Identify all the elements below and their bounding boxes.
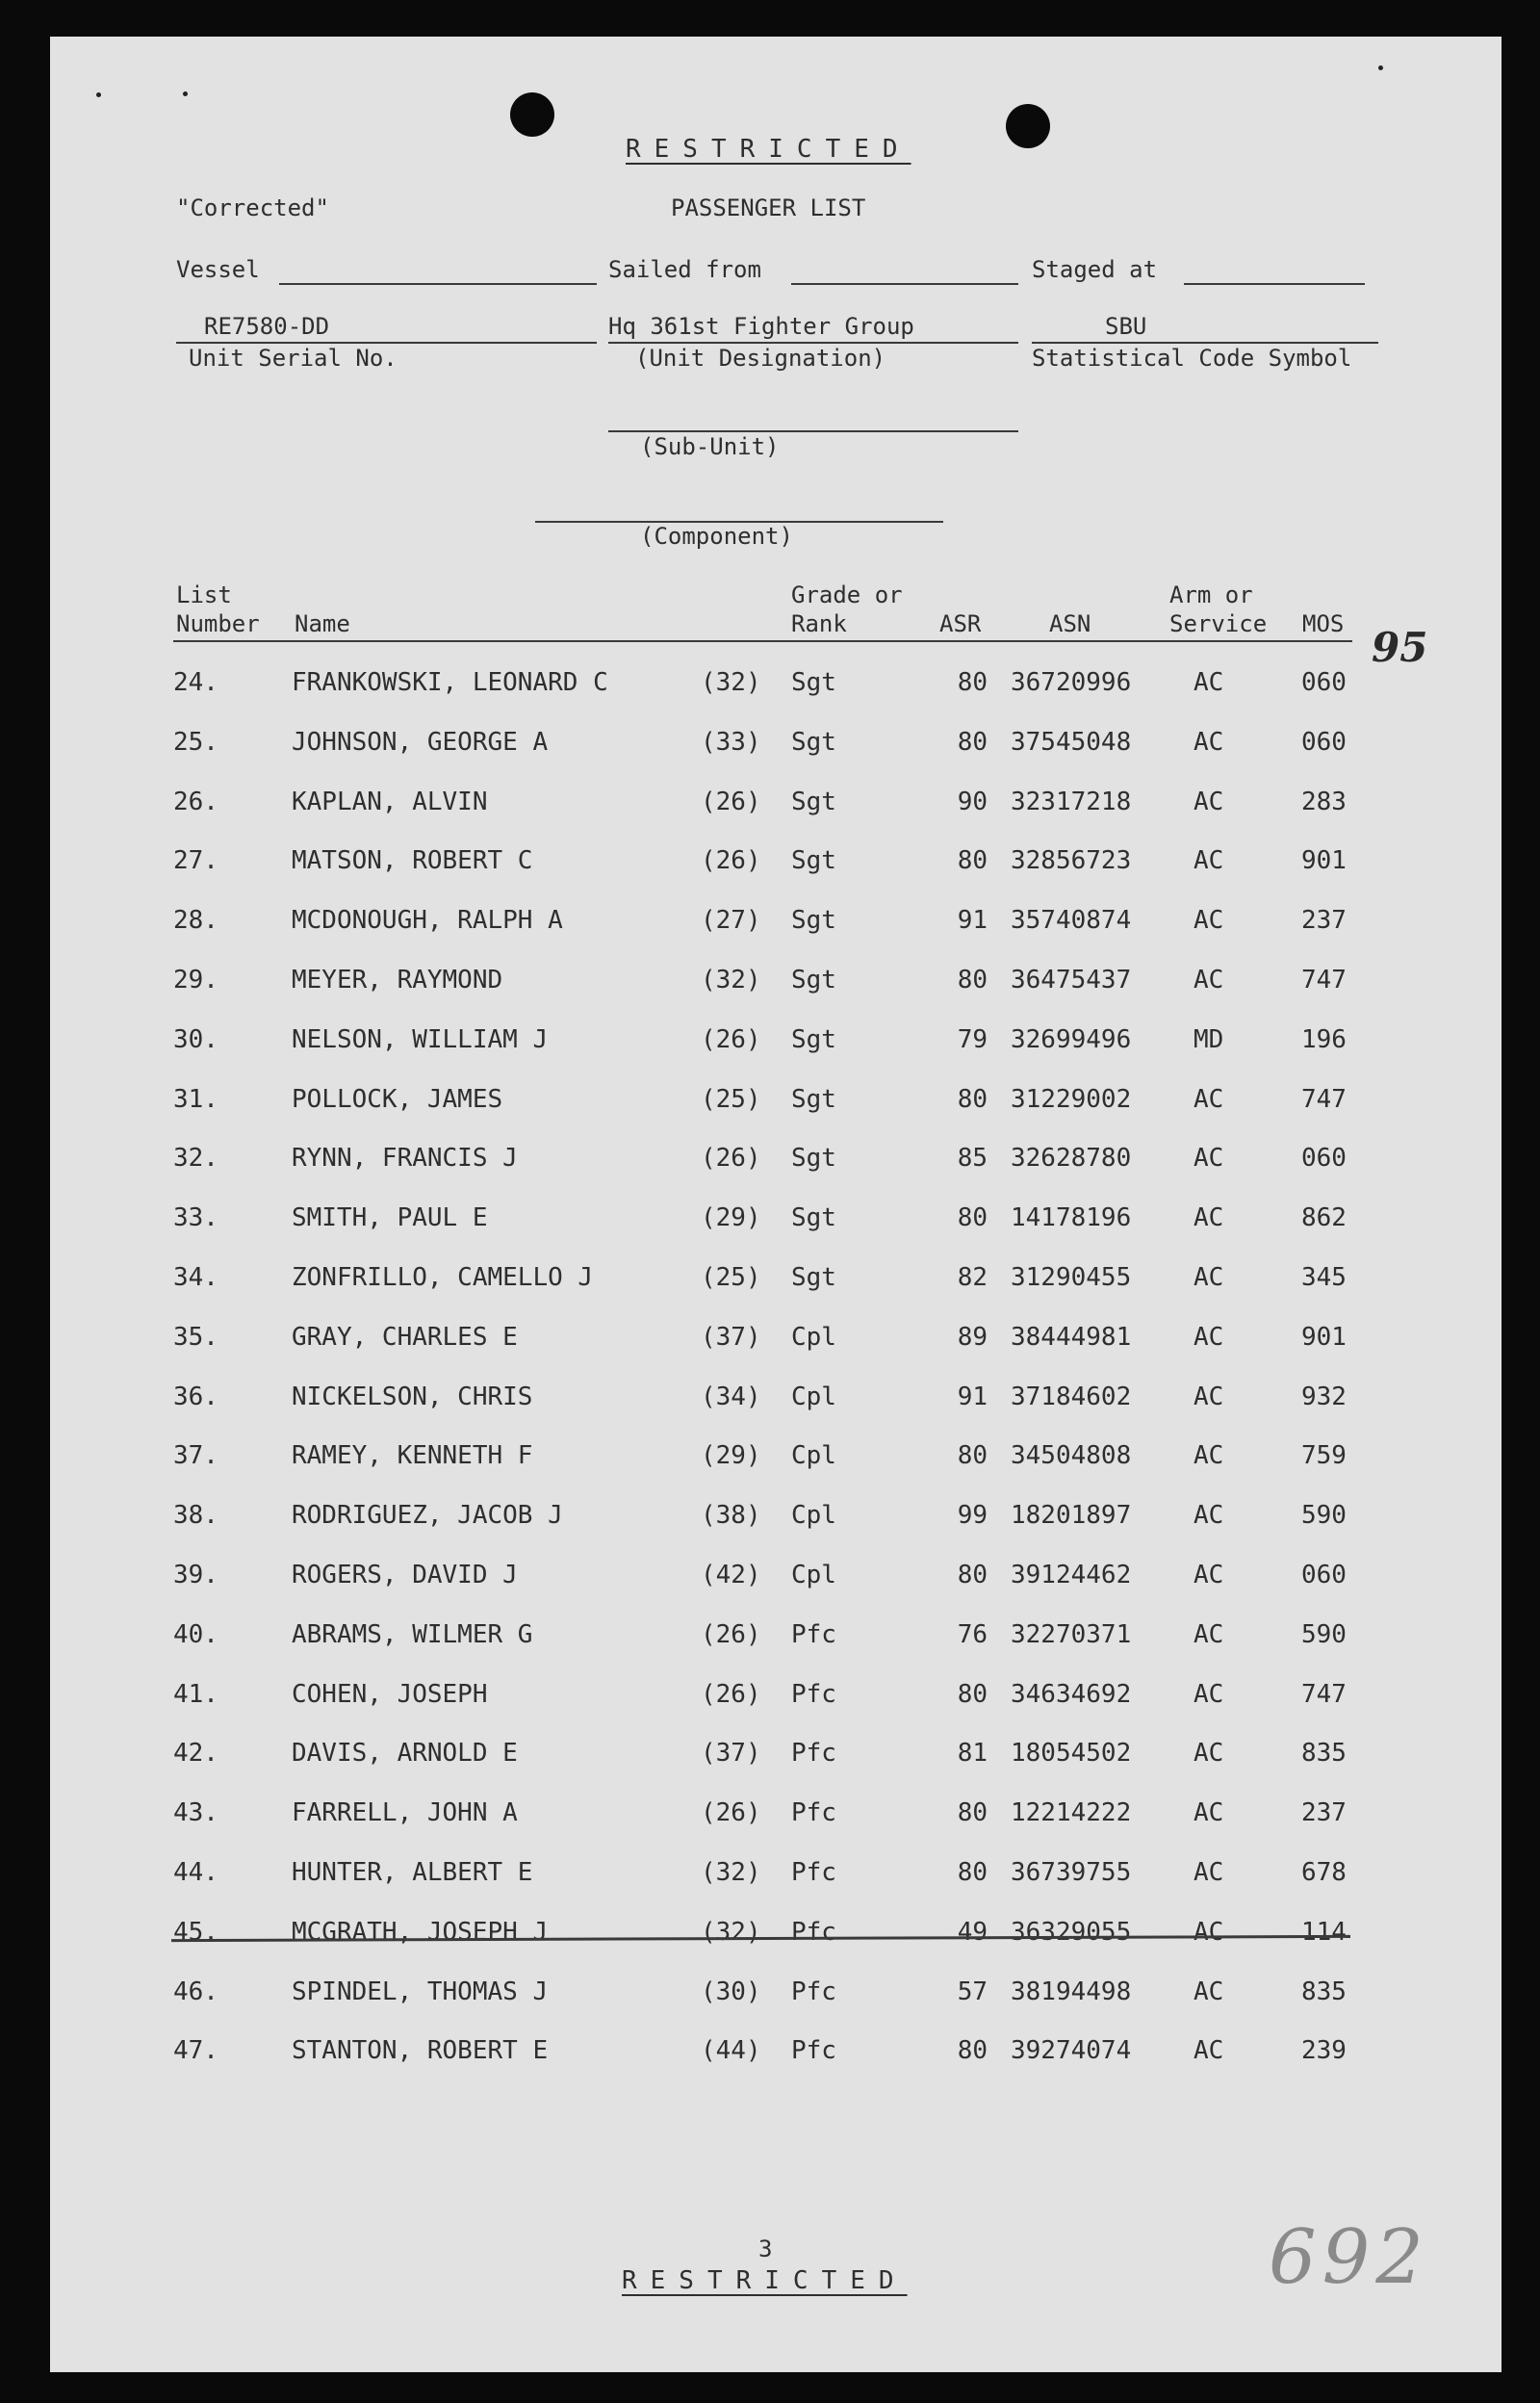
cell-asn: 37545048 [1011,728,1132,757]
cell-grade: Sgt [791,668,836,697]
cell-asr: 80 [957,668,988,697]
cell-asn: 31229002 [1011,1085,1132,1114]
cell-asr: 81 [957,1739,988,1768]
cell-num: 31. [173,1085,218,1114]
cell-asn: 36739755 [1011,1858,1132,1887]
punch-hole-left [510,92,554,137]
cell-asr: 79 [957,1025,988,1054]
cell-num: 38. [173,1501,218,1530]
sub-unit-line [608,430,1018,432]
cell-age: (26) [701,846,761,875]
cell-mos: 060 [1301,1144,1347,1173]
table-row [0,788,1540,826]
cell-asr: 99 [957,1501,988,1530]
table-row [0,846,1540,885]
cell-arm: AC [1194,788,1224,816]
cell-arm: AC [1194,1501,1224,1530]
cell-grade: Sgt [791,906,836,935]
cell-num: 47. [173,2036,218,2065]
cell-num: 45. [173,1918,218,1947]
handwritten-number: 692 [1269,2214,1429,2301]
cell-asn: 36329055 [1011,1918,1132,1947]
cell-age: (32) [701,1858,761,1887]
col-grade-1: Grade or [791,581,903,608]
cell-arm: AC [1194,1441,1224,1470]
unit-serial-value: RE7580-DD [204,313,330,340]
cell-age: (42) [701,1561,761,1589]
cell-grade: Sgt [791,1025,836,1054]
cell-mos: 747 [1301,1085,1347,1114]
table-row [0,1561,1540,1599]
classification-bottom: RESTRICTED [622,2266,908,2295]
cell-name: RODRIGUEZ, JACOB J [292,1501,563,1530]
col-arm-1: Arm or [1169,581,1253,608]
staged-at-line [1184,283,1365,285]
cell-asn: 39274074 [1011,2036,1132,2065]
cell-asn: 32317218 [1011,788,1132,816]
cell-asr: 80 [957,1085,988,1114]
table-row [0,1263,1540,1302]
table-row [0,1977,1540,2016]
cell-age: (38) [701,1501,761,1530]
cell-arm: AC [1194,1680,1224,1709]
cell-mos: 747 [1301,966,1347,995]
col-list-number-2: Number [176,610,260,637]
cell-age: (25) [701,1263,761,1292]
cell-name: JOHNSON, GEORGE A [292,728,549,757]
cell-mos: 114 [1301,1918,1347,1947]
cell-asn: 32270371 [1011,1620,1132,1649]
sailed-from-line [791,283,1018,285]
cell-name: ZONFRILLO, CAMELLO J [292,1263,594,1292]
cell-age: (34) [701,1382,761,1411]
cell-mos: 747 [1301,1680,1347,1709]
cell-mos: 237 [1301,1798,1347,1827]
cell-asr: 80 [957,1441,988,1470]
cell-name: MCDONOUGH, RALPH A [292,906,563,935]
cell-name: DAVIS, ARNOLD E [292,1739,518,1768]
unit-serial-line [176,342,597,344]
cell-name: FARRELL, JOHN A [292,1798,518,1827]
vessel-label: Vessel [176,256,260,283]
component-label: (Component) [640,523,793,550]
table-row [0,1085,1540,1124]
cell-num: 29. [173,966,218,995]
cell-asr: 82 [957,1263,988,1292]
cell-num: 34. [173,1263,218,1292]
cell-asr: 80 [957,1680,988,1709]
staged-at-label: Staged at [1032,256,1158,283]
cell-asn: 38444981 [1011,1323,1132,1352]
cell-name: MCGRATH, JOSEPH J [292,1918,549,1947]
cell-asn: 34504808 [1011,1441,1132,1470]
sub-unit-label: (Sub-Unit) [640,433,780,460]
cell-name: GRAY, CHARLES E [292,1323,518,1352]
cell-grade: Pfc [791,1977,836,2006]
cell-num: 26. [173,788,218,816]
table-row [0,1858,1540,1897]
cell-asn: 34634692 [1011,1680,1132,1709]
cell-age: (29) [701,1441,761,1470]
cell-age: (27) [701,906,761,935]
cell-num: 24. [173,668,218,697]
cell-asn: 31290455 [1011,1263,1132,1292]
col-grade-2: Rank [791,610,847,637]
cell-asn: 36720996 [1011,668,1132,697]
cell-num: 33. [173,1203,218,1232]
cell-age: (44) [701,2036,761,2065]
cell-name: ROGERS, DAVID J [292,1561,518,1589]
table-row [0,966,1540,1004]
cell-mos: 590 [1301,1620,1347,1649]
cell-arm: MD [1194,1025,1224,1054]
sailed-from-label: Sailed from [608,256,761,283]
cell-grade: Cpl [791,1323,836,1352]
cell-arm: AC [1194,728,1224,757]
table-row [0,668,1540,707]
cell-name: MATSON, ROBERT C [292,846,533,875]
cell-grade: Pfc [791,1620,836,1649]
table-row [0,1739,1540,1777]
cell-grade: Pfc [791,1918,836,1947]
cell-grade: Cpl [791,1441,836,1470]
cell-asr: 91 [957,906,988,935]
cell-age: (32) [701,966,761,995]
cell-name: SPINDEL, THOMAS J [292,1977,549,2006]
cell-name: FRANKOWSKI, LEONARD C [292,668,608,697]
statistical-code-line [1032,342,1378,344]
classification-top: RESTRICTED [626,135,911,164]
table-row [0,1441,1540,1480]
cell-grade: Pfc [791,2036,836,2065]
header-rule [173,640,1352,642]
cell-asr: 57 [957,1977,988,2006]
cell-mos: 283 [1301,788,1347,816]
cell-asn: 14178196 [1011,1203,1132,1232]
cell-asn: 38194498 [1011,1977,1132,2006]
cell-mos: 237 [1301,906,1347,935]
cell-grade: Sgt [791,1263,836,1292]
cell-arm: AC [1194,668,1224,697]
punch-hole-right [1006,104,1050,148]
cell-grade: Pfc [791,1680,836,1709]
cell-grade: Pfc [791,1798,836,1827]
col-mos: MOS [1302,610,1345,637]
cell-asr: 80 [957,1858,988,1887]
cell-age: (26) [701,1144,761,1173]
cell-grade: Sgt [791,1085,836,1114]
cell-asn: 32856723 [1011,846,1132,875]
cell-asr: 85 [957,1144,988,1173]
cell-num: 41. [173,1680,218,1709]
unit-designation-value: Hq 361st Fighter Group [608,313,914,340]
cell-mos: 060 [1301,728,1347,757]
cell-age: (26) [701,1680,761,1709]
cell-mos: 060 [1301,1561,1347,1589]
table-row [0,1798,1540,1837]
col-arm-2: Service [1169,610,1268,637]
cell-arm: AC [1194,1144,1224,1173]
cell-num: 27. [173,846,218,875]
cell-grade: Sgt [791,728,836,757]
cell-asr: 80 [957,1798,988,1827]
cell-grade: Pfc [791,1858,836,1887]
cell-arm: AC [1194,906,1224,935]
cell-age: (30) [701,1977,761,2006]
cell-grade: Sgt [791,788,836,816]
cell-arm: AC [1194,2036,1224,2065]
col-asr: ASR [939,610,982,637]
cell-arm: AC [1194,966,1224,995]
statistical-code-label: Statistical Code Symbol [1032,345,1352,372]
cell-num: 42. [173,1739,218,1768]
cell-arm: AC [1194,1382,1224,1411]
cell-age: (29) [701,1203,761,1232]
cell-name: ABRAMS, WILMER G [292,1620,533,1649]
cell-num: 32. [173,1144,218,1173]
cell-age: (37) [701,1323,761,1352]
corrected-note: "Corrected" [176,194,329,221]
cell-asn: 39124462 [1011,1561,1132,1589]
table-row [0,1382,1540,1421]
cell-age: (26) [701,788,761,816]
page-reference: 95 [1372,624,1428,671]
cell-name: STANTON, ROBERT E [292,2036,549,2065]
cell-mos: 239 [1301,2036,1347,2065]
table-row [0,1144,1540,1182]
cell-asn: 35740874 [1011,906,1132,935]
cell-grade: Cpl [791,1382,836,1411]
cell-asr: 80 [957,1561,988,1589]
cell-arm: AC [1194,1323,1224,1352]
table-row [0,1323,1540,1361]
cell-mos: 060 [1301,668,1347,697]
cell-name: POLLOCK, JAMES [292,1085,503,1114]
col-asn: ASN [1049,610,1091,637]
cell-asr: 80 [957,728,988,757]
cell-name: RAMEY, KENNETH F [292,1441,533,1470]
unit-designation-line [608,342,1018,344]
cell-num: 30. [173,1025,218,1054]
cell-num: 40. [173,1620,218,1649]
cell-asn: 32699496 [1011,1025,1132,1054]
cell-age: (25) [701,1085,761,1114]
cell-num: 44. [173,1858,218,1887]
cell-arm: AC [1194,1263,1224,1292]
cell-age: (32) [701,668,761,697]
cell-num: 36. [173,1382,218,1411]
cell-grade: Pfc [791,1739,836,1768]
table-row [0,1620,1540,1659]
speck [183,91,188,96]
cell-mos: 345 [1301,1263,1347,1292]
cell-asn: 18201897 [1011,1501,1132,1530]
cell-num: 46. [173,1977,218,2006]
cell-num: 43. [173,1798,218,1827]
cell-mos: 590 [1301,1501,1347,1530]
cell-arm: AC [1194,1798,1224,1827]
cell-arm: AC [1194,1977,1224,2006]
speck [1378,65,1383,70]
table-row [0,1501,1540,1539]
cell-arm: AC [1194,1620,1224,1649]
cell-name: NELSON, WILLIAM J [292,1025,549,1054]
cell-mos: 932 [1301,1382,1347,1411]
cell-num: 28. [173,906,218,935]
cell-arm: AC [1194,1203,1224,1232]
cell-age: (26) [701,1025,761,1054]
cell-arm: AC [1194,1739,1224,1768]
cell-name: MEYER, RAYMOND [292,966,503,995]
cell-grade: Sgt [791,1203,836,1232]
cell-asn: 36475437 [1011,966,1132,995]
col-list-number-1: List [176,581,232,608]
cell-grade: Sgt [791,1144,836,1173]
page-title: PASSENGER LIST [671,194,866,221]
vessel-line [279,283,597,285]
table-row [0,1025,1540,1064]
cell-name: SMITH, PAUL E [292,1203,488,1232]
cell-arm: AC [1194,1561,1224,1589]
cell-asn: 18054502 [1011,1739,1132,1768]
cell-age: (32) [701,1918,761,1947]
cell-asn: 37184602 [1011,1382,1132,1411]
cell-asr: 80 [957,966,988,995]
cell-asr: 76 [957,1620,988,1649]
cell-age: (37) [701,1739,761,1768]
cell-name: RYNN, FRANCIS J [292,1144,518,1173]
cell-name: COHEN, JOSEPH [292,1680,488,1709]
cell-arm: AC [1194,1085,1224,1114]
cell-arm: AC [1194,1918,1224,1947]
page-number: 3 [758,2235,773,2262]
table-row [0,906,1540,944]
cell-asr: 90 [957,788,988,816]
cell-num: 35. [173,1323,218,1352]
cell-arm: AC [1194,1858,1224,1887]
cell-asr: 80 [957,2036,988,2065]
cell-name: KAPLAN, ALVIN [292,788,488,816]
cell-name: NICKELSON, CHRIS [292,1382,533,1411]
cell-grade: Cpl [791,1501,836,1530]
cell-arm: AC [1194,846,1224,875]
cell-num: 25. [173,728,218,757]
cell-asr: 89 [957,1323,988,1352]
table-row [0,1680,1540,1718]
cell-grade: Sgt [791,846,836,875]
col-name: Name [295,610,350,637]
cell-mos: 901 [1301,846,1347,875]
cell-asr: 91 [957,1382,988,1411]
cell-asr: 80 [957,1203,988,1232]
statistical-code-value: SBU [1105,313,1147,340]
table-row [0,2036,1540,2075]
cell-mos: 678 [1301,1858,1347,1887]
cell-asn: 12214222 [1011,1798,1132,1827]
speck [96,92,101,97]
unit-designation-label: (Unit Designation) [635,345,886,372]
table-row [0,1203,1540,1242]
cell-name: HUNTER, ALBERT E [292,1858,533,1887]
table-row [0,728,1540,766]
cell-mos: 196 [1301,1025,1347,1054]
cell-asn: 32628780 [1011,1144,1132,1173]
cell-mos: 835 [1301,1977,1347,2006]
cell-asr: 49 [957,1918,988,1947]
cell-num: 37. [173,1441,218,1470]
cell-mos: 862 [1301,1203,1347,1232]
cell-grade: Cpl [791,1561,836,1589]
cell-age: (26) [701,1620,761,1649]
cell-mos: 835 [1301,1739,1347,1768]
cell-age: (33) [701,728,761,757]
cell-grade: Sgt [791,966,836,995]
cell-num: 39. [173,1561,218,1589]
unit-serial-label: Unit Serial No. [189,345,398,372]
cell-mos: 759 [1301,1441,1347,1470]
cell-age: (26) [701,1798,761,1827]
cell-mos: 901 [1301,1323,1347,1352]
cell-asr: 80 [957,846,988,875]
